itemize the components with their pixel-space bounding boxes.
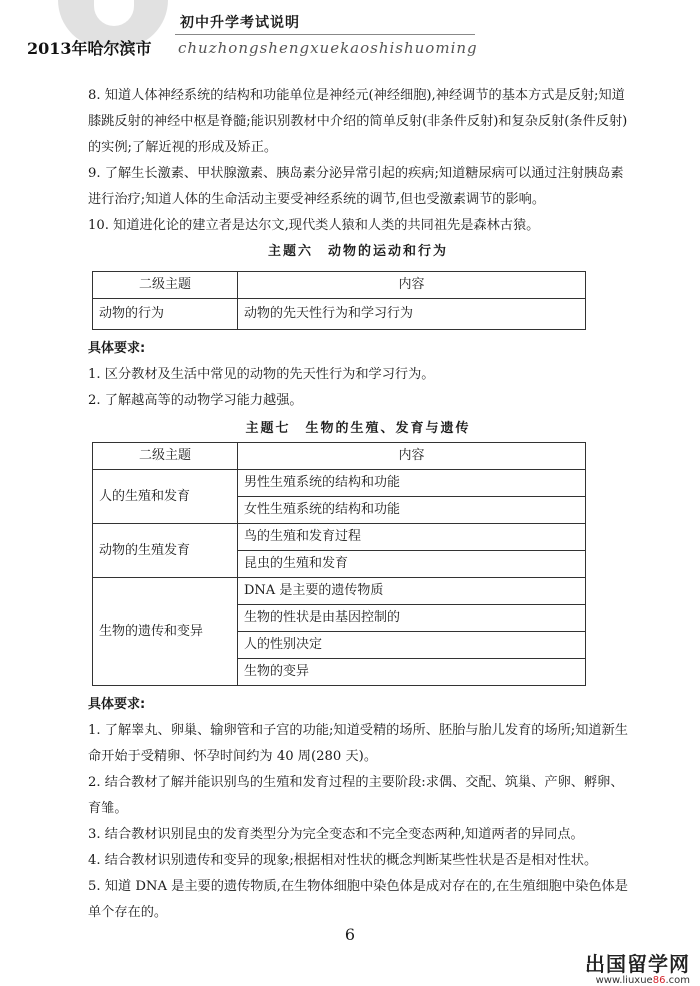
- watermark-url-highlight: 86: [652, 975, 666, 986]
- cell-content: 生物的变异: [238, 659, 586, 686]
- topic6-title: 主题六 动物的运动和行为: [267, 244, 448, 259]
- cell-content: 生物的性状是由基因控制的: [238, 605, 586, 632]
- cell-content: 昆虫的生殖和发育: [238, 551, 586, 578]
- header-title: 初中升学考试说明: [180, 15, 300, 31]
- topic7-table: [92, 442, 586, 686]
- watermark-url: [585, 975, 690, 986]
- table-row: [93, 299, 586, 330]
- topic6-table: [92, 271, 586, 330]
- header-year-label: 2013年哈尔滨市: [27, 39, 152, 58]
- topic7-req-label: 具体要求:: [88, 697, 146, 712]
- table-row: [93, 470, 586, 497]
- cell-content: 动物的先天性行为和学习行为: [238, 299, 586, 330]
- header-pinyin: chuzhongshengxuekaoshishuoming: [178, 39, 478, 57]
- paragraph-10: 10. 知道进化论的建立者是达尔文,现代类人猿和人类的共同祖先是森林古猿。: [88, 218, 540, 233]
- cell-content: DNA 是主要的遗传物质: [238, 578, 586, 605]
- page-content: [88, 83, 628, 926]
- header-content: 内容: [238, 443, 586, 470]
- cell-content: 男性生殖系统的结构和功能: [238, 470, 586, 497]
- watermark-name: 出国留学网: [585, 952, 690, 976]
- header-subtopic: 二级主题: [93, 443, 238, 470]
- cell-subtopic: 生物的遗传和变异: [93, 578, 238, 686]
- header-rule: [175, 34, 475, 35]
- table-row: [93, 578, 586, 605]
- cell-content: 鸟的生殖和发育过程: [238, 524, 586, 551]
- paragraph-9: 9. 了解生长激素、甲状腺激素、胰岛素分泌异常引起的疾病;知道糖尿病可以通过注射胰岛素进行治疗;知道人体的生命活动主要受神经系统的调节,但也受激素调节的影响。: [88, 166, 624, 207]
- cell-subtopic: 动物的生殖发育: [93, 524, 238, 578]
- header-subtopic: 二级主题: [93, 272, 238, 299]
- cell-subtopic: 动物的行为: [93, 299, 238, 330]
- topic7-req-4: 4. 结合教材识别遗传和变异的现象;根据相对性状的概念判断某些性状是否是相对性状。: [88, 853, 598, 868]
- topic6-req-2: 2. 了解越高等的动物学习能力越强。: [88, 393, 303, 408]
- page-number: 6: [344, 925, 356, 944]
- cell-subtopic: 人的生殖和发育: [93, 470, 238, 524]
- cell-content: 女性生殖系统的结构和功能: [238, 497, 586, 524]
- watermark: [585, 948, 690, 986]
- topic7-req-3: 3. 结合教材识别昆虫的发育类型分为完全变态和不完全变态两种,知道两者的异同点。: [88, 827, 584, 842]
- watermark-url-suffix: .com: [665, 975, 690, 986]
- paragraph-8: 8. 知道人体神经系统的结构和功能单位是神经元(神经细胞),神经调节的基本方式是反射;知道膝跳反射的神经中枢是脊髓;能识别教材中介绍的简单反射(非条件反射)和复杂反射(条件反射)的实例;了解近视的形成及矫正。: [88, 88, 628, 155]
- cell-content: 人的性别决定: [238, 632, 586, 659]
- topic7-req-1: 1. 了解睾丸、卵巢、输卵管和子宫的功能;知道受精的场所、胚胎与胎儿发育的场所;知道新生命开始于受精卵、怀孕时间约为 40 周(280 天)。: [88, 723, 628, 764]
- topic6-req-label: 具体要求:: [88, 341, 146, 356]
- table-row: [93, 524, 586, 551]
- topic7-title: 主题七 生物的生殖、发育与遗传: [245, 421, 471, 436]
- watermark-url-prefix: www.liuxue: [595, 975, 653, 986]
- topic7-req-5: 5. 知道 DNA 是主要的遗传物质,在生物体细胞中染色体是成对存在的,在生殖细胞中染色体是单个存在的。: [88, 879, 628, 920]
- topic7-req-2: 2. 结合教材了解并能识别鸟的生殖和发育过程的主要阶段:求偶、交配、筑巢、产卵、孵卵、育雏。: [88, 775, 624, 816]
- table-header-row: [93, 443, 586, 470]
- table-header-row: [93, 272, 586, 299]
- header-content: 内容: [238, 272, 586, 299]
- topic6-req-1: 1. 区分教材及生活中常见的动物的先天性行为和学习行为。: [88, 367, 435, 382]
